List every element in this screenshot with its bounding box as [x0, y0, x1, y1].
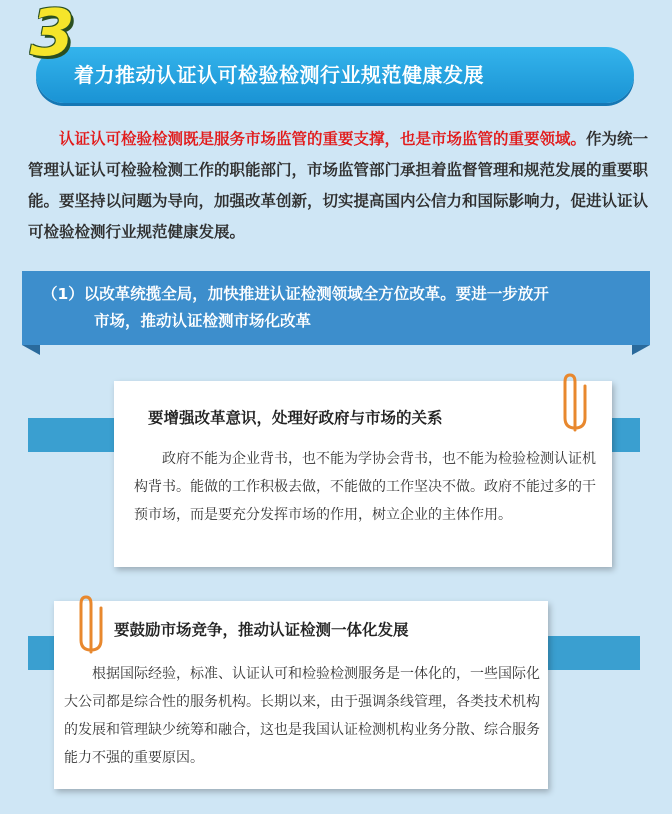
- note-card-body: 政府不能为企业背书，也不能为学协会背书，也不能为检验检测认证机构背书。能做的工作积极去做，不能做的工作坚决不做。政府不能过多的干预市场，而是要充分发挥市场的作用，树立企业的主体作用。: [134, 451, 596, 523]
- paperclip-icon: [78, 594, 104, 656]
- subsection-heading-line1: （1）以改革统揽全局，加快推进认证检测领域全方位改革。要进一步放开: [42, 285, 549, 303]
- ribbon-fold-right: [632, 345, 650, 355]
- note-card: [114, 381, 612, 567]
- note-card: [54, 601, 548, 789]
- note-card-title: 要鼓励市场竞争，推动认证检测一体化发展: [114, 621, 409, 639]
- intro-paragraph: [28, 124, 650, 248]
- section-header-banner: [36, 47, 634, 103]
- intro-text: 作为统一管理认证认可检验检测工作的职能部门，市场监管部门承担着监督管理和规范发展的重要职能。要坚持以问题为导向，加强改革创新，切实提高国内公信力和国际影响力，促进认证认可检验检测行业规范健康发展。: [28, 130, 649, 241]
- note-card-title: 要增强改革意识，处理好政府与市场的关系: [148, 409, 443, 427]
- paperclip-icon: [562, 372, 588, 434]
- section-number-badge: 3: [30, 0, 75, 71]
- subsection-heading: [42, 281, 642, 335]
- ribbon-fold-left: [22, 345, 40, 355]
- subsection-heading-line2: 市场，推动认证检测市场化改革: [94, 312, 312, 330]
- section-title: 着力推动认证认可检验检测行业规范健康发展: [74, 63, 484, 87]
- subsection-heading-box: [22, 271, 650, 345]
- note-card-body: 根据国际经验，标准、认证认可和检验检测服务是一体化的，一些国际化大公司都是综合性的服务机构。长期以来，由于强调条线管理，各类技术机构的发展和管理缺少统筹和融合，这也是我国认证检测机构业务分散、综合服务能力不强的重要原因。: [64, 666, 540, 766]
- intro-emphasis: 认证认可检验检测既是服务市场监管的重要支撑，也是市场监管的重要领域。: [59, 130, 587, 148]
